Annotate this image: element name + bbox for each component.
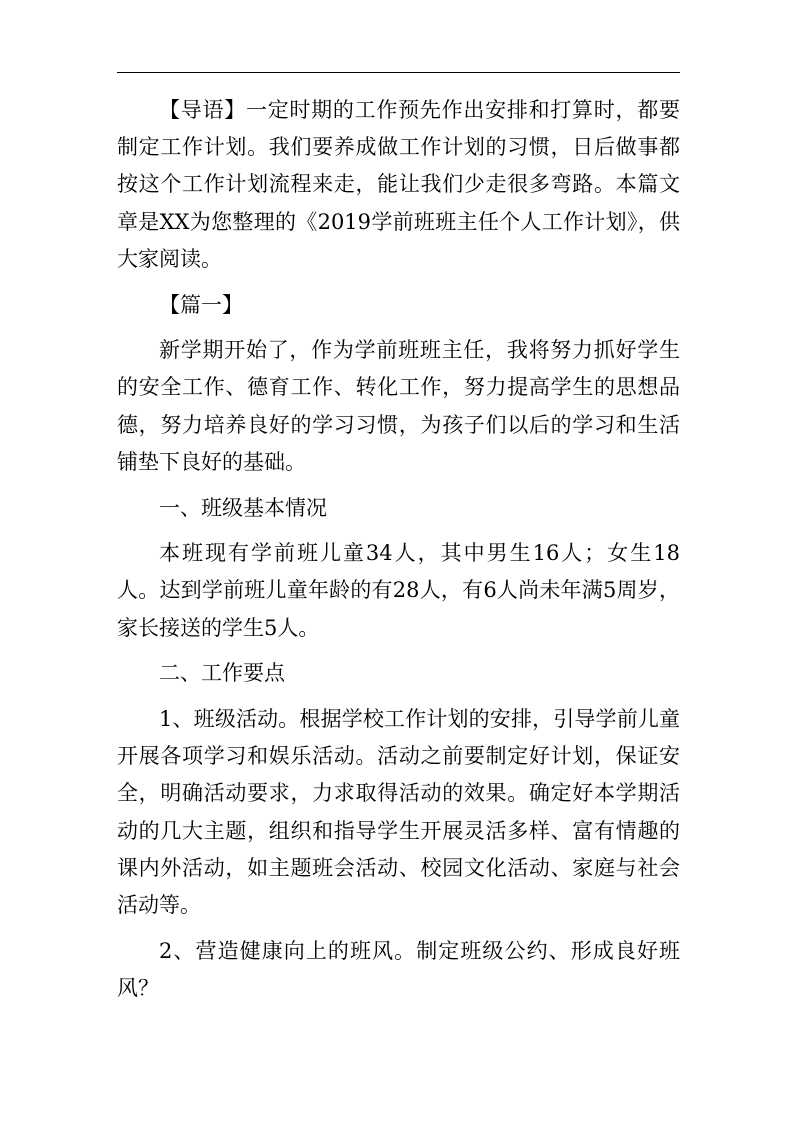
work-point-class-atmosphere: 2、营造健康向上的班风。制定班级公约、形成良好班风？: [117, 938, 680, 1000]
document-body: [117, 92, 680, 1016]
section-heading-class-situation: 一、班级基本情况: [159, 495, 327, 520]
opening-paragraph: 新学期开始了，作为学前班班主任，我将努力抓好学生的安全工作、德育工作、转化工作，努力提高学生的思想品德，努力培养良好的学习习惯，为孩子们以后的学习和生活铺垫下良好的基础。: [117, 338, 680, 474]
section-heading-work-points: 二、工作要点: [159, 661, 285, 686]
header-rule: [117, 72, 680, 73]
class-situation-paragraph: 本班现有学前班儿童34人，其中男生16人；女生18人。达到学前班儿童年龄的有28人，有6人尚未年满5周岁，家长接送的学生5人。: [117, 541, 680, 640]
intro-paragraph: 【导语】一定时期的工作预先作出安排和打算时，都要制定工作计划。我们要养成做工作计划的习惯，日后做事都按这个工作计划流程来走，能让我们少走很多弯路。本篇文章是XX为您整理的《2019学前班班主任个人工作计划》，供大家阅读。: [117, 98, 680, 271]
work-point-class-activities: 1、班级活动。根据学校工作计划的安排，引导学前儿童开展各项学习和娱乐活动。活动之前要制定好计划，保证安全，明确活动要求，力求取得活动的效果。确定好本学期活动的几大主题，组织和指导学生开展灵活多样、富有情趣的课内外活动，如主题班会活动、校园文化活动、家庭与社会活动等。: [117, 707, 680, 918]
section-heading-part-one: 【篇一】: [159, 292, 243, 317]
